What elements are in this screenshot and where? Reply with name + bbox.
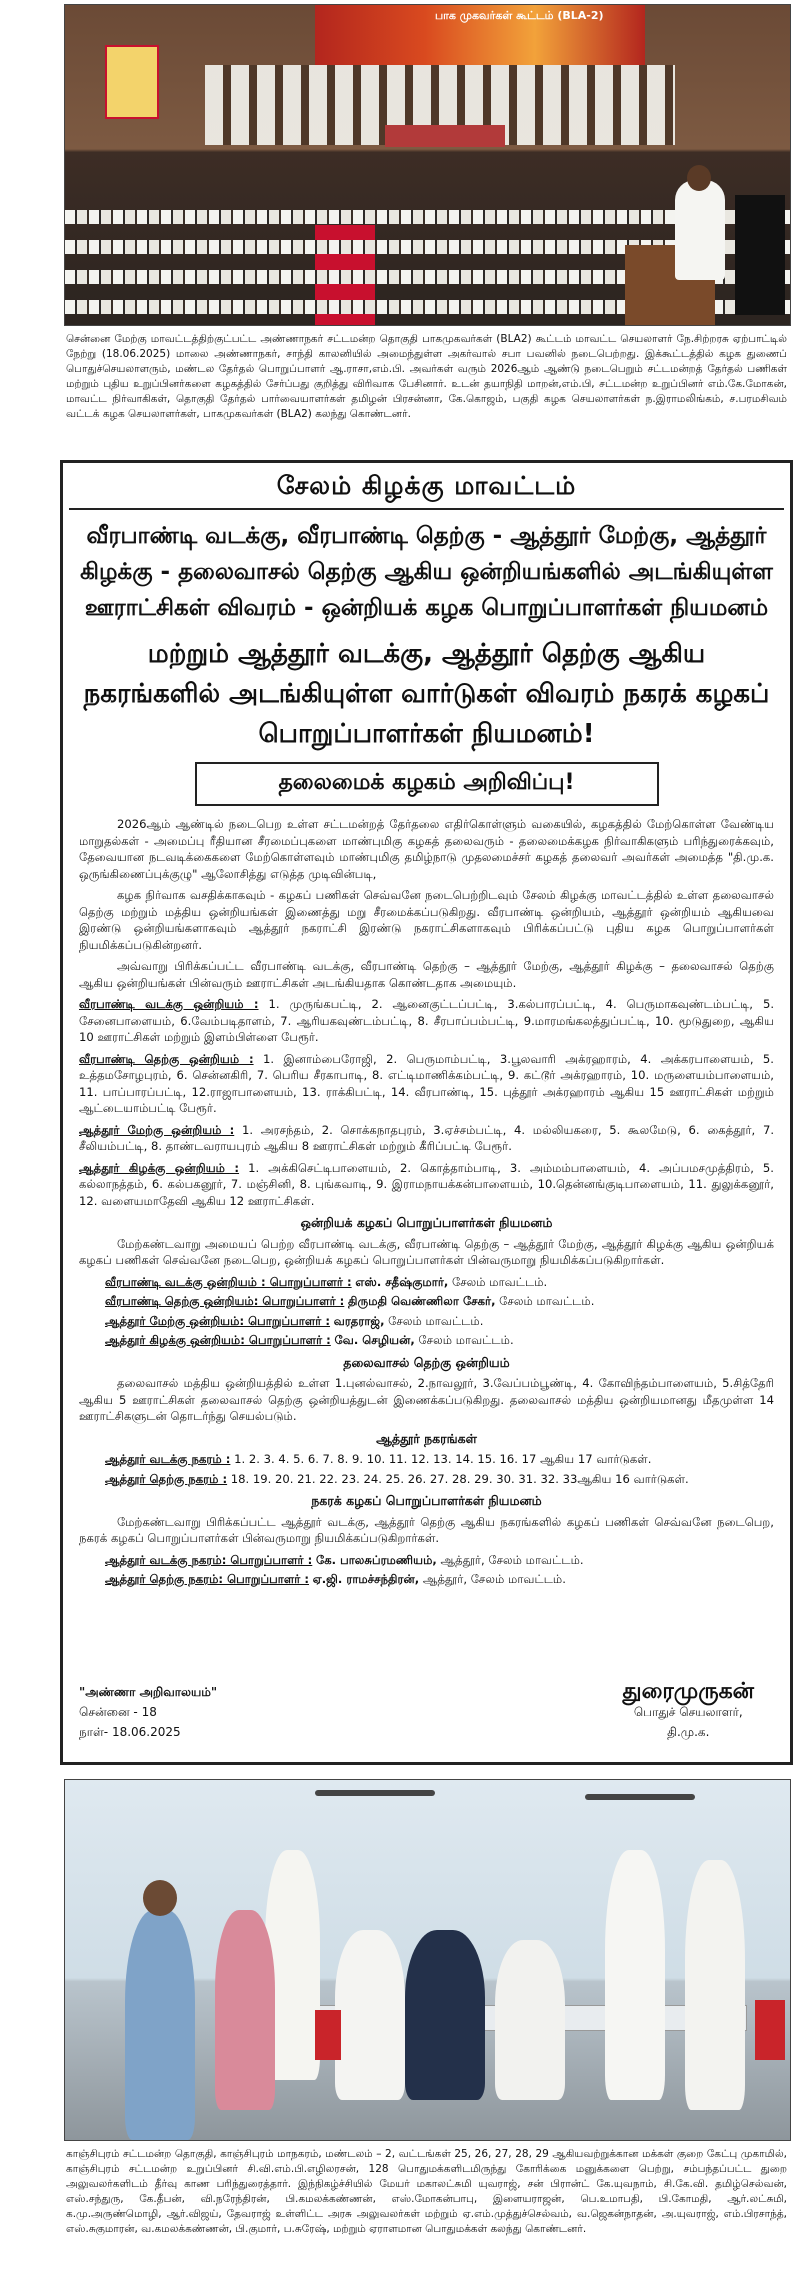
signatory-name: துரைமுருகன் <box>622 1679 754 1704</box>
para-division: அவ்வாறு பிரிக்கப்பட்ட வீரபாண்டி வடக்கு, வீரபாண்டி தெற்கு – ஆத்தூர் மேற்கு, ஆத்தூர் கிழக்கு – தலைவாசல் தெற்கு ஆகிய ஒன்றியங்கள் பின்வரும் ஊராட்சிகள் அடங்கியதாக கொண்டதாக அமையும். <box>79 959 774 990</box>
official-standing <box>685 1860 745 2110</box>
speaker <box>675 180 725 280</box>
photo-caption: காஞ்சிபுரம் சட்டமன்ற தொகுதி, காஞ்சிபுரம் மாநகரம், மண்டலம் – 2, வட்டங்கள் 25, 26, 27, 28, 29 ஆகியவற்றுக்கான மக்கள் குறை கேட்பு முகாமில், காஞ்சிபுரம் சட்டமன்ற உறுப்பினர் சி.வி.எம்.பி.எழிலரசன், 128 பொதுமக்களிடமிருந்து கோரிக்கை மனுக்களை பெற்று, சம்பந்தப்பட்ட துறை அலுவலர்களிடம் தீர்வு காண பரிந்துரைத்தார். இந்நிகழ்ச்சியில் மேயர் மகாலட்சுமி யுவராஜ், சன் பிரான்ட் கே.யுவநாம், சி.கே.வி. தமிழ்செல்வன், எஸ்.சந்துரு, கே.தீபன், வி.நரேந்திரன், பி.கமலக்கண்ணன், எஸ்.மோகன்பாபு, இளையராஜன், பெ.உமாபதி, பி.கோமதி, ஆர்.லட்சுமி, க.மு.அருண்மொழி, ஆர்.விஜய், தேவராஜ் உள்ளிட்ட அரசு அலுவலர்கள் மற்றும் ஏ.எம்.முத்துச்செல்வம், வ.ஜெகன்நாதன், அ.யுவராஜ், எம்.பிரசாந்த், எஸ்.சுகுமாரன், வ.கமலக்கண்ணன், பி.குமார், ப.சுரேஷ், மற்றும் ஏராளமான பொதுமக்கள் கலந்து கொண்டனர். <box>66 2148 787 2235</box>
ward-line: ஆத்தூர் தெற்கு நகரம் : 18. 19. 20. 21. 22. 23. 24. 25. 26. 27. 28. 29. 30. 31. 32. 33ஆகிய 16 வார்டுகள். <box>105 1471 689 1486</box>
subheading-thalaivasal: தலைவாசல் தெற்கு ஒன்றியம் <box>343 1354 510 1370</box>
office-name: "அண்ணா அறிவாலயம்" <box>79 1685 218 1699</box>
union-list-item: வீரபாண்டி வடக்கு ஒன்றியம் : 1. முருங்கபட்டி, 2. ஆனைகுட்டப்பட்டி, 3.கல்பாரப்பட்டி, 4. பெருமாகவுண்டம்பட்டி, 5. சேனைபாளையம், 6.வேம்படிதாளம், 7. ஆரியகவுண்டம்பட்டி, 8. சீரபாப்பம்பட்டி, 9.மாரமங்கலத்துப்பட்டி, 10. மூடுதுறை, ஆகிய 10 ஊராட்சிகள் மற்றும் இளம்பிள்ளை பேரூர். <box>79 997 775 1044</box>
loudspeaker <box>735 195 785 315</box>
subheading-town-appointments: நகரக் கழகப் பொறுப்பாளர்கள் நியமனம் <box>311 1493 542 1508</box>
official-seated <box>495 1940 565 2100</box>
issue-date: நாள்- 18.06.2025 <box>79 1725 181 1739</box>
party-announcement <box>60 460 793 1765</box>
banner-text: பாக முகவர்கள் கூட்டம் (BLA-2) <box>435 9 604 22</box>
para-restructure: கழக நிர்வாக வசதிக்காகவும் - கழகப் பணிகள் செவ்வனே நடைபெற்றிடவும் சேலம் கிழக்கு மாவட்டத்தில் உள்ள தலைவாசல் தெற்கு மற்றும் மத்திய ஒன்றியங்கள் இணைத்து மறு சீரமைக்கப்படுகிறது. வீரபாண்டி ஒன்றியம், ஆத்தூர் ஒன்றியம் ஆகியவை இரண்டு ஒன்றியங்களாகவும் ஆத்தூர் நகராட்சி இரண்டு நகராட்சிகளாகவும் பிரிக்கப்பட்டு புதிய கழக பொறுப்பாளர்கள் நியமிக்கப்படுகின்றனர். <box>79 888 774 952</box>
appointment-line: ஆத்தூர் தெற்கு நகரம்: பொறுப்பாளர் : ஏ.ஜி. ராமச்சந்திரன், ஆத்தூர், சேலம் மாவட்டம். <box>105 1572 566 1586</box>
appointment-line: ஆத்தூர் வடக்கு நகரம்: பொறுப்பாளர் : கே. பாலசுப்ரமணியம், ஆத்தூர், சேலம் மாவட்டம். <box>105 1552 584 1567</box>
signatory-designation: பொதுச் செயலாளர், <box>633 1705 743 1719</box>
grievance-camp-photo <box>64 1779 791 2141</box>
para-thalaivasal: தலைவாசல் மத்திய ஒன்றியத்தில் உள்ள 1.புனல்வாசல், 2.நாவலூர், 3.வேப்பம்பூண்டி, 4. கோவிந்தம்பாளையம், 5.சித்தேரி ஆகிய 5 ஊராட்சிகள் தலைவாசல் தெற்கு ஒன்றியத்துடன் இணைக்கப்படுகிறது. தலைவாசல் மத்திய ஒன்றியமானது மீதமுள்ள 14 ஊராட்சிகளுடன் தொடர்ந்து செயல்படும். <box>79 1376 774 1423</box>
para-town-appointments: மேற்கண்டவாறு பிரிக்கப்பட்ட ஆத்தூர் வடக்கு, ஆத்தூர் தெற்கு ஆகிய நகரங்களில் கழகப் பணிகள் செவ்வனே நடைபெற, நகரக் கழகப் பொறுப்பாளர்கள் பின்வருமாறு நியமிக்கப்படுகிறார்கள். <box>79 1514 774 1545</box>
official-standing <box>605 1850 665 2100</box>
ceiling-fan <box>315 1790 435 1796</box>
woman-official <box>215 1910 275 2110</box>
photo-caption: சென்னை மேற்கு மாவட்டத்திற்குட்பட்ட அண்ணாநகர் சட்டமன்ற தொகுதி பாகமுகவர்கள் (BLA2) கூட்டம் மாவட்ட செயலாளர் நே.சிற்றரசு ஏற்பாட்டில் நேற்று (18.06.2025) மாலை அண்ணாநகர், சாந்தி காலனியில் அமைந்துள்ள அகர்வால் சபா பவனில் நடைபெற்றது. இக்கூட்டத்தில் கழக துணைப் பொதுச்செயலாளரும், மண்டல தேர்தல் பொறுப்பாளர் ஆ.ராசா,எம்.பி. அவர்கள் வரும் 2026ஆம் ஆண்டு நடைபெறும் சட்டமன்றத் தேர்தல் பணிகள் மற்றும் புதிய உறுப்பினர்களை கழகத்தில் சேர்ப்பது குறித்து விரிவாக பேசினார். உடன் தயாநிதி மாறன்,எம்.பி, சட்டமன்ற உறுப்பினர் எம்.கே.மோகன், மாவட்ட நிர்வாகிகள், தொகுதி தேர்தல் பார்வையாளர்கள் தமிழன் பிரசன்னா, கே.கொஜம், பகுதி கழக செயலாளர்கள் ந.இராமலிங்கம், ச.பரமசிவம் வட்டக் கழக செயலாளர்கள், பாகமுகவர்கள் (BLA2) கலந்து கொண்டனர். <box>66 333 787 420</box>
petitioner <box>125 1910 195 2140</box>
leader-portrait <box>105 45 159 119</box>
union-list-item: ஆத்தூர் மேற்கு ஒன்றியம் : 1. அரசந்தம், 2. சொக்கநாதபுரம், 3.ஏச்சம்பட்டி, 4. மல்லியகரை, 5. கூலமேடு, 6. கைத்தூர், 7. சீலியம்பட்டி, 8. தாண்டவராயபுரம் ஆகிய 8 ஊராட்சிகள் மற்றும் கீரிப்பட்டி பேரூர். <box>79 1122 775 1153</box>
appointment-line: வீரபாண்டி வடக்கு ஒன்றியம் : பொறுப்பாளர் : எஸ். சதீஷ்குமார், சேலம் மாவட்டம். <box>105 1274 548 1289</box>
district-title: சேலம் கிழக்கு மாவட்டம் <box>276 471 577 500</box>
notice-footer <box>79 1662 774 1742</box>
photo-story-1 <box>60 0 793 426</box>
meeting-hall-photo <box>64 4 791 326</box>
appointment-line: வீரபாண்டி தெற்கு ஒன்றியம்: பொறுப்பாளர் : திருமதி வெண்ணிலா சேகர், சேலம் மாவட்டம். <box>105 1294 595 1308</box>
union-list-item: வீரபாண்டி தெற்கு ஒன்றியம் : 1. இனாம்பைரோஜி, 2. பெருமாம்பட்டி, 3.பூலவாரி அக்ரஹாரம், 4. அக்கரபாளையம், 5. உத்தமசோழபுரம், 6. சென்னகிரி, 7. பெரிய சீரகாபாடி, 8. எட்டிமாணிக்கம்பட்டி, 9. கட்டூர் அக்ரஹாரம், 10. மருளையம்பாளையம், 11. பாப்பாரப்பட்டி, 12.ராஜாபாளையம், 13. ராக்கிபட்டி, 14. வீரபாண்டி, 15. புத்தூர் அக்ரஹாரம் ஆகிய 15 ஊராட்சிகள் மற்றும் ஆட்டையாம்பட்டி பேரூர். <box>79 1051 774 1115</box>
photo-story-2 <box>60 1775 793 2241</box>
appointment-line: ஆத்தூர் கிழக்கு ஒன்றியம்: பொறுப்பாளர் : வே. செழியன், சேலம் மாவட்டம். <box>105 1333 514 1347</box>
party-name: தி.மு.க. <box>667 1725 710 1739</box>
appointment-line: ஆத்தூர் மேற்கு ஒன்றியம்: பொறுப்பாளர் : வரதராஜ், சேலம் மாவட்டம். <box>105 1313 484 1328</box>
signature-block <box>622 1679 754 1742</box>
red-chair <box>315 2010 341 2060</box>
union-list-item: ஆத்தூர் கிழக்கு ஒன்றியம் : 1. அக்கிசெட்டிபாளையம், 2. கொத்தாம்பாடி, 3. அம்மம்பாளையம், 4. அப்பமசமுத்திரம், 5. கல்லாநத்தம், 6. கல்பகனூர், 7. மஞ்சினி, 8. புங்கவாடி, 9. இராமநாயக்கன்பாளையம், 10.தென்னங்குடிபாளையம், 11. துலுக்கனூர், 12. வளையமாதேவி ஆகிய 12 ஊராட்சிகள். <box>79 1160 774 1208</box>
announcement-box: தலைமைக் கழகம் அறிவிப்பு! <box>195 762 659 806</box>
title-divider <box>69 508 784 510</box>
flower-table <box>385 125 505 147</box>
heading-unions: வீரபாண்டி வடக்கு, வீரபாண்டி தெற்கு - ஆத்தூர் மேற்கு, ஆத்தூர் கிழக்கு - தலைவாசல் தெற்கு ஆகிய ஒன்றியங்களில் அடங்கியுள்ள ஊராட்சிகள் விவரம் - ஒன்றியக் கழக பொறுப்பாளர்கள் நியமனம் <box>80 523 773 621</box>
subheading-towns: ஆத்தூர் நகரங்கள் <box>376 1430 477 1446</box>
ceiling-fan <box>585 1794 695 1800</box>
red-chair <box>755 2000 785 2060</box>
para-union-appointments: மேற்கண்டவாறு அமையப் பெற்ற வீரபாண்டி வடக்கு, வீரபாண்டி தெற்கு – ஆத்தூர் மேற்கு, ஆத்தூர் கிழக்கு ஆகிய ஒன்றியக் கழகப் பணிகள் செவ்வனே நடைபெற, ஒன்றியக் கழகப் பொறுப்பாளர்கள் பின்வருமாறு நியமிக்கப்படுகிறார்கள். <box>79 1236 774 1267</box>
subheading-union-appointments: ஒன்றியக் கழகப் பொறுப்பாளர்கள் நியமனம் <box>300 1215 553 1230</box>
announcement-body <box>63 816 790 1588</box>
speaker-head <box>687 165 711 191</box>
office-city: சென்னை - 18 <box>79 1705 157 1719</box>
heading-towns: மற்றும் ஆத்தூர் வடக்கு, ஆத்தூர் தெற்கு ஆகிய நகரங்களில் அடங்கியுள்ள வார்டுகள் விவரம் நகரக் கழகப் பொறுப்பாளர்கள் நியமனம்! <box>83 639 770 749</box>
official-suit <box>405 1930 485 2100</box>
petitioner-head <box>143 1880 177 1916</box>
ward-line: ஆத்தூர் வடக்கு நகரம் : 1. 2. 3. 4. 5. 6. 7. 8. 9. 10. 11. 12. 13. 14. 15. 16. 17 ஆகிய 17 வார்டுகள். <box>105 1452 652 1466</box>
issuing-office <box>79 1682 217 1742</box>
official-seated <box>335 1930 405 2100</box>
para-intro: 2026ஆம் ஆண்டில் நடைபெற உள்ள சட்டமன்றத் தேர்தலை எதிர்கொள்ளும் வகையில், கழகத்தில் மேற்கொள்ள வேண்டிய மாறுதல்கள் - அமைப்பு ரீதியான சீரமைப்புகளை மாண்புமிகு கழகத் தலைவரும் - தலைமைக்கழக நிர்வாகிகளும் பரிந்துரைக்கவும், தேவையான நடவடிக்கைகளை மேற்கொள்ளவும் மாண்புமிகு தமிழ்நாடு முதலமைச்சர் கழகத் தலைவர் அவர்கள் அமைத்த "தி.மு.க. ஒருங்கிணைப்புக்குழு" ஆலோசித்து எடுத்த முடிவின்படி, <box>79 817 774 881</box>
